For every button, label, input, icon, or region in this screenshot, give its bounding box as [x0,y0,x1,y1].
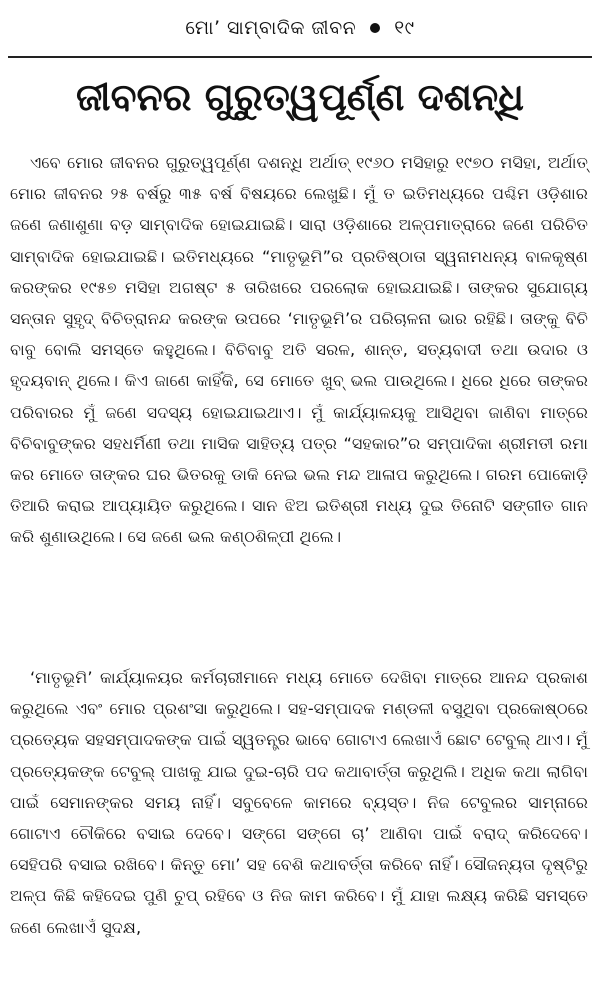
page-number: ୧୯ [394,17,415,39]
header-divider [8,56,592,58]
body-paragraph-2 [10,662,588,943]
running-header [0,8,600,48]
bullet-separator [370,23,380,33]
paragraph-text: ଏବେ ମୋର ଜୀବନର ଗୁରୁତ୍ୱପୂର୍ଣ୍ଣ ଦଶନ୍ଧି ଅର୍ଥାତ୍ ୧୯୬୦ ମସିହାରୁ ୧୯୭୦ ମସିହା, ଅର୍ଥାତ୍ ମୋର ଜୀବନର ୨୫ ବର୍ଷରୁ ୩୫ ବର୍ଷ ବିଷୟରେ ଲେଖୁଛି। ମୁଁ ତ ଇତିମଧ୍ୟରେ ପଶ୍ଚିମ ଓଡ଼ିଶାର ଜଣେ ଜଣାଶୁଣା ବଡ଼ ସାମ୍ବାଦିକ ହୋଇଯାଇଛି। ସାରା ଓଡ଼ିଶାରେ ଅଳ୍ପମାତ୍ରାରେ ଜଣେ ପରିଚିତ ସାମ୍ବାଦିକ ହୋଇଯାଇଛି। ଇତିମଧ୍ୟରେ “ମାତୃଭୂମି”ର ପ୍ରତିଷ୍ଠାତା ସ୍ୱନାମଧନ୍ୟ ବାଳକୃଷ୍ଣ କରଙ୍କର ୧୯୫୭ ମସିହା ଅଗଷ୍ଟ ୫ ତାରିଖରେ ପରଲୋକ ହୋଇଯାଇଛି। ତାଙ୍କର ସୁଯୋଗ୍ୟ ସନ୍ତାନ ସୁହୃଦ୍ ବିଚିତ୍ରାନନ୍ଦ କରଙ୍କ ଉପରେ ‘ମାତୃଭୂମି’ର ପରିଚାଳନା ଭାର ରହିଛି। ତାଙ୍କୁ ବିଚି ବାବୁ ବୋଲି ସମସ୍ତେ କହୁଥିଲେ। ବିଚିବାବୁ ଅତି ସରଳ, ଶାନ୍ତ, ସତ୍ୟବାଦୀ ତଥା ଉଦାର ଓ ହୃଦୟବାନ୍ ଥିଲେ। କିଏ ଜାଣେ କାହିଁକି, ସେ ମୋତେ ଖୁବ୍ ଭଲ ପାଉଥିଲେ। ଧିରେ ଧିରେ ତାଙ୍କର ପରିବାରର ମୁଁ ଜଣେ ସଦସ୍ୟ ହୋଇଯାଇଥାଏ। ମୁଁ କାର୍ଯ୍ୟାଳୟକୁ ଆସିଥିବା ଜାଣିବା ମାତ୍ରେ ବିଚିବାବୁଙ୍କର ସହଧର୍ମିଣୀ ତଥା ମାସିକ ସାହିତ୍ୟ ପତ୍ର “ସହକାର”ର ସମ୍ପାଦିକା ଶ୍ରୀମତୀ ରମା କର ମୋତେ ତାଙ୍କର ଘର ଭିତରକୁ ଡାକି ନେଇ ଭଲ ମନ୍ଦ ଆଳାପ କରୁଥିଲେ। ଗରମ ପୋକୋଡ଼ି ତିଆରି କରାଇ ଆପ୍ୟାୟିତ କରୁଥିଲେ। ସାନ ଝିଅ ଇତିଶ୍ରୀ ମଧ୍ୟ ଦୁଇ ତିନୋଟି ସଙ୍ଗୀତ ଗାନ କରି ଶୁଣାଉଥିଲେ। ସେ ଜଣେ ଭଲ କଣ୍ଠଶିଳ୍ପୀ ଥିଲେ। [10,153,588,547]
book-title: ମୋ’ ସାମ୍ବାଦିକ ଜୀବନ [185,17,357,39]
body-paragraph-1 [10,147,588,553]
chapter-title: ଜୀବନର ଗୁରୁତ୍ୱପୂର୍ଣ୍ଣ ଦଶନ୍ଧି [76,75,524,119]
paragraph-text: ‘ମାତୃଭୂମି’ କାର୍ଯ୍ୟାଳୟର କର୍ମଚାରୀମାନେ ମଧ୍ୟ ମୋତେ ଦେଖିବା ମାତ୍ରେ ଆନନ୍ଦ ପ୍ରକାଶ କରୁଥିଲେ ଏବଂ ମୋର ପ୍ରଶଂସା କରୁଥିଲେ। ସହ-ସମ୍ପାଦକ ମଣ୍ଡଳୀ ବସୁଥିବା ପ୍ରକୋଷ୍ଠରେ ପ୍ରତ୍ୟେକ ସହସମ୍ପାଦକଙ୍କ ପାଇଁ ସ୍ୱତନ୍ତ୍ର ଭାବେ ଗୋଟାଏ ଲେଖାଏଁ ଛୋଟ ଟେବୁଲ୍ ଥାଏ। ମୁଁ ପ୍ରତ୍ୟେକଙ୍କ ଟେବୁଲ୍ ପାଖକୁ ଯାଇ ଦୁଇ-ଚାରି ପଦ କଥାବାର୍ତ୍ତା କରୁଥିଲି। ଅଧିକ କଥା ଲାଗିବା ପାଇଁ ସେମାନଙ୍କର ସମୟ ନାହିଁ। ସବୁବେଳେ କାମରେ ବ୍ୟସ୍ତ। ନିଜ ଟେବୁଲର ସାମ୍ନାରେ ଗୋଟାଏ ଚୌକିରେ ବସାଇ ଦେବେ। ସଙ୍ଗେ ସଙ୍ଗେ ଚା’ ଆଣିବା ପାଇଁ ବରାଦ୍ କରିଦେବେ। ସେହିପରି ବସାଇ ରଖିବେ। କିନ୍ତୁ ମୋ’ ସହ ବେଶି କଥାବର୍ତ୍ତା କରିବେ ନାହିଁ। ସୌଜନ୍ୟତା ଦୃଷ୍ଟିରୁ ଅଳ୍ପ କିଛି କହିଦେଇ ପୁଣି ଚୁପ୍ ରହିବେ ଓ ନିଜ କାମ କରିବେ। ମୁଁ ଯାହା ଲକ୍ଷ୍ୟ କରିଛି ସମସ୍ତେ ଜଣେ ଲେଖାଏଁ ସୁଦକ୍ଷ, [10,668,588,937]
